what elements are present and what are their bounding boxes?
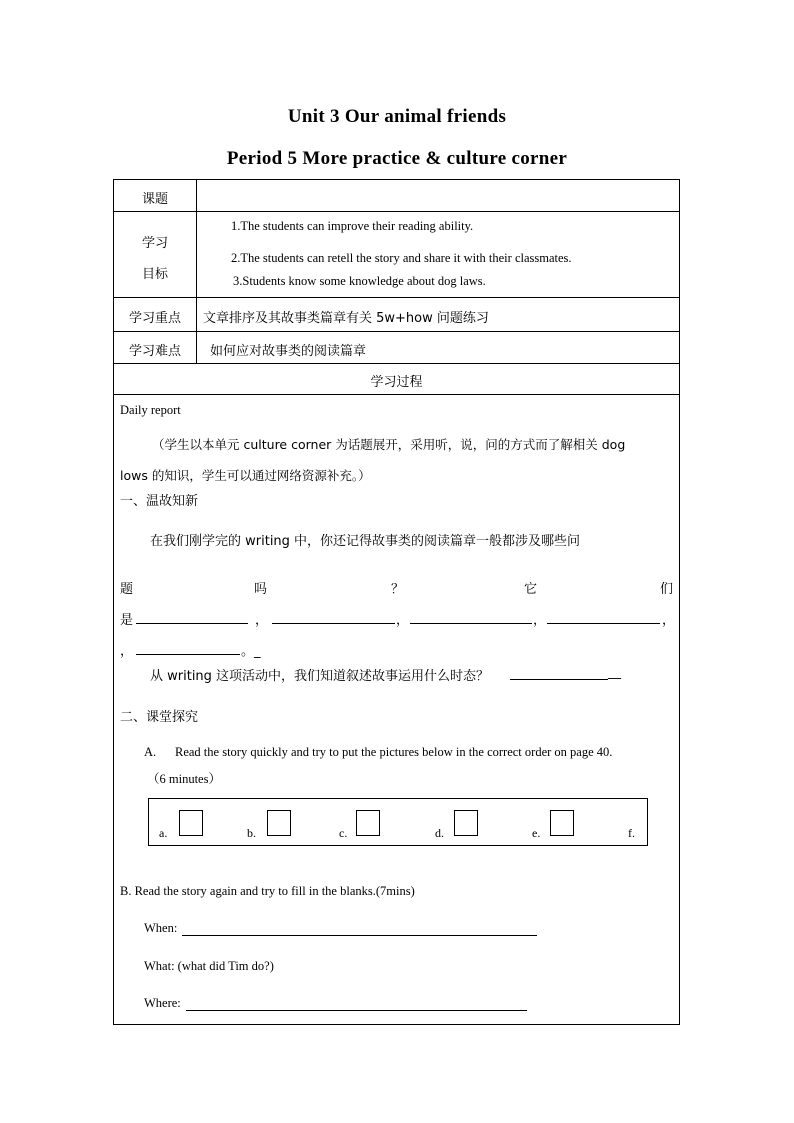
task-a-letter: A. (144, 745, 157, 759)
answer-box[interactable] (356, 810, 380, 836)
comma: ， (120, 644, 134, 659)
answer-box[interactable] (454, 810, 478, 836)
answer-box[interactable] (550, 810, 574, 836)
question-2: 从 writing 这项活动中，我们知道叙述故事运用什么时态？ (150, 669, 490, 684)
page-subtitle: Period 5 More practice & culture corner (226, 148, 568, 169)
option-label: f. (628, 826, 635, 840)
row-divider (114, 363, 679, 364)
answer-blank[interactable] (272, 623, 395, 624)
answer-blank[interactable] (136, 654, 240, 655)
comma: ， (255, 613, 269, 628)
row-divider (114, 394, 679, 395)
intro-line-2: lows 的知识，学生可以通过网络资源补充。） (120, 468, 371, 483)
q1-char: 它 (524, 582, 538, 597)
column-divider (196, 180, 197, 363)
where-blank[interactable] (186, 1010, 527, 1011)
process-label: 学习过程 (370, 375, 423, 390)
task-b-text: B. Read the story again and try to fill in the blanks.(7mins) (120, 884, 415, 898)
objective-label-1: 学习 (141, 236, 168, 251)
where-label: Where: (144, 996, 181, 1010)
q1-char: 们 (660, 582, 674, 597)
task-a-time: （6 minutes） (147, 772, 221, 786)
topic-label: 课题 (141, 192, 168, 207)
option-label: e. (532, 826, 541, 840)
row-divider (114, 331, 679, 332)
option-label: d. (435, 826, 444, 840)
intro-line-1: （学生以本单元 culture corner 为话题展开，采用听，说，问的方式而了解相关 dog (152, 437, 626, 452)
row-divider (114, 211, 679, 212)
objective-1: 1.The students can improve their reading ability. (231, 219, 474, 233)
comma: ， (662, 613, 676, 628)
option-label: c. (339, 826, 348, 840)
q1-is: 是 (120, 613, 134, 628)
answer-blank[interactable] (136, 623, 248, 624)
objective-label-2: 目标 (141, 267, 168, 282)
section-1-heading: 一、温故知新 (120, 494, 199, 509)
row-divider (114, 297, 679, 298)
picture-order-box (148, 798, 648, 846)
objective-3: 3.Students know some knowledge about dog laws. (233, 274, 486, 288)
question-1: 在我们刚学完的 writing 中，你还记得故事类的阅读篇章一般都涉及哪些问 (150, 534, 581, 549)
q1-char: 吗 (254, 582, 268, 597)
difficulty-label: 学习难点 (128, 344, 181, 359)
when-label: When: (144, 921, 178, 935)
option-label: b. (247, 826, 256, 840)
option-label: a. (159, 826, 168, 840)
answer-blank[interactable] (547, 623, 660, 624)
q1-char: 题 (120, 582, 134, 597)
section-2-heading: 二、课堂探究 (120, 710, 199, 725)
task-a-text: Read the story quickly and try to put the pictures below in the correct order on page 40. (175, 745, 613, 759)
what-label: What: (what did Tim do?) (144, 959, 274, 973)
answer-blank[interactable] (410, 623, 532, 624)
q2-tail: __ (608, 665, 621, 680)
comma: ， (396, 613, 410, 628)
lesson-table (113, 179, 680, 1025)
answer-blank[interactable] (510, 679, 608, 680)
q1-char: ？ (391, 582, 405, 597)
daily-report: Daily report (120, 403, 181, 417)
key-text: 文章排序及其故事类篇章有关 5w+how 问题练习 (203, 311, 489, 326)
answer-box[interactable] (267, 810, 291, 836)
objective-2: 2.The students can retell the story and share it with their classmates. (231, 251, 572, 265)
answer-box[interactable] (179, 810, 203, 836)
key-label: 学习重点 (128, 311, 181, 326)
q1-end: 。_ (241, 644, 261, 659)
comma: ， (533, 613, 547, 628)
page-title: Unit 3 Our animal friends (287, 106, 507, 127)
when-blank[interactable] (182, 935, 537, 936)
difficulty-text: 如何应对故事类的阅读篇章 (210, 344, 367, 359)
